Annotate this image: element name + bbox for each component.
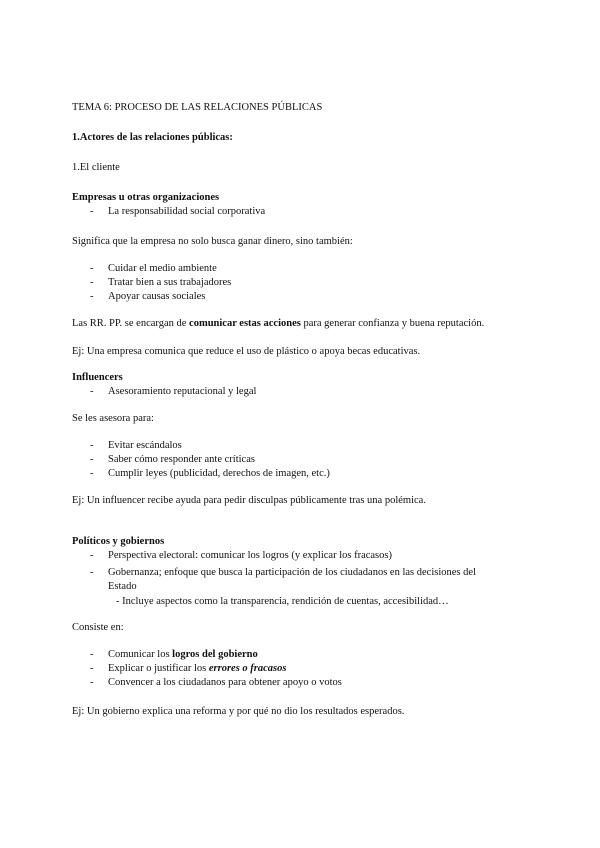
empresas-heading: Empresas u otras organizaciones — [72, 192, 220, 203]
politicos-bullet: Perspectiva electoral: comunicar los logros (y explicar los fracasos) — [108, 550, 392, 561]
influencers-heading: Influencers — [72, 372, 123, 383]
influencers-example: Ej: Un influencer recibe ayuda para pedir disculpas públicamente tras una polémica. — [72, 495, 426, 506]
item-bold: errores o fracasos — [208, 663, 287, 674]
list-item: Apoyar causas sociales — [108, 291, 206, 302]
bullet-dash: - — [90, 649, 94, 660]
bullet-dash: - — [90, 206, 94, 217]
list-item: Convencer a los ciudadanos para obtener apoyo o votos — [108, 677, 342, 688]
subsection-heading: 1.El cliente — [72, 162, 120, 173]
politicos-intro: Consiste en: — [72, 622, 124, 633]
rrpp-paragraph — [72, 317, 484, 330]
empresas-intro: Significa que la empresa no solo busca ganar dinero, sino también: — [72, 236, 353, 247]
bullet-dash: - — [90, 468, 94, 479]
bullet-dash: - — [90, 550, 94, 561]
bullet-dash: - — [90, 677, 94, 688]
rrpp-bold: comunicar estas acciones — [189, 318, 301, 329]
list-item: Cumplir leyes (publicidad, derechos de imagen, etc.) — [108, 468, 330, 479]
empresas-bullet: La responsabilidad social corporativa — [108, 206, 266, 217]
bullet-dash: - — [90, 277, 94, 288]
influencers-bullet: Asesoramiento reputacional y legal — [108, 386, 257, 397]
list-item: Cuidar el medio ambiente — [108, 263, 217, 274]
item-text: Comunicar los — [108, 649, 173, 660]
list-item — [108, 648, 258, 661]
bullet-dash: - — [90, 291, 94, 302]
politicos-bullet-continuation: Estado — [108, 581, 137, 592]
rrpp-text: Las RR. PP. se encargan de — [72, 318, 190, 329]
rrpp-text-end: para generar confianza y buena reputación. — [300, 318, 485, 329]
list-item: Tratar bien a sus trabajadores — [108, 277, 232, 288]
list-item: Saber cómo responder ante críticas — [108, 454, 255, 465]
bullet-dash: - — [90, 440, 94, 451]
list-item — [108, 662, 286, 675]
list-item: Evitar escándalos — [108, 440, 182, 451]
empresas-example: Ej: Una empresa comunica que reduce el uso de plástico o apoya becas educativas. — [72, 346, 421, 357]
bullet-dash: - — [90, 386, 94, 397]
item-bold: logros del gobierno — [172, 649, 258, 660]
politicos-sub-bullet: - Incluye aspectos como la transparencia, rendición de cuentas, accesibilidad… — [116, 596, 449, 607]
bullet-dash: - — [90, 663, 94, 674]
document-title: TEMA 6: PROCESO DE LAS RELACIONES PÚBLICAS — [72, 102, 323, 113]
bullet-dash: - — [90, 454, 94, 465]
influencers-intro: Se les asesora para: — [72, 413, 154, 424]
politicos-bullet: Gobernanza; enfoque que busca la participación de los ciudadanos en las decisiones del — [108, 567, 476, 578]
section-heading: 1.Actores de las relaciones públicas: — [72, 132, 233, 143]
bullet-dash: - — [90, 263, 94, 274]
bullet-dash: - — [90, 567, 94, 578]
politicos-example: Ej: Un gobierno explica una reforma y por qué no dio los resultados esperados. — [72, 706, 405, 717]
politicos-heading: Políticos y gobiernos — [72, 536, 165, 547]
item-text: Explicar o justificar los — [108, 663, 209, 674]
